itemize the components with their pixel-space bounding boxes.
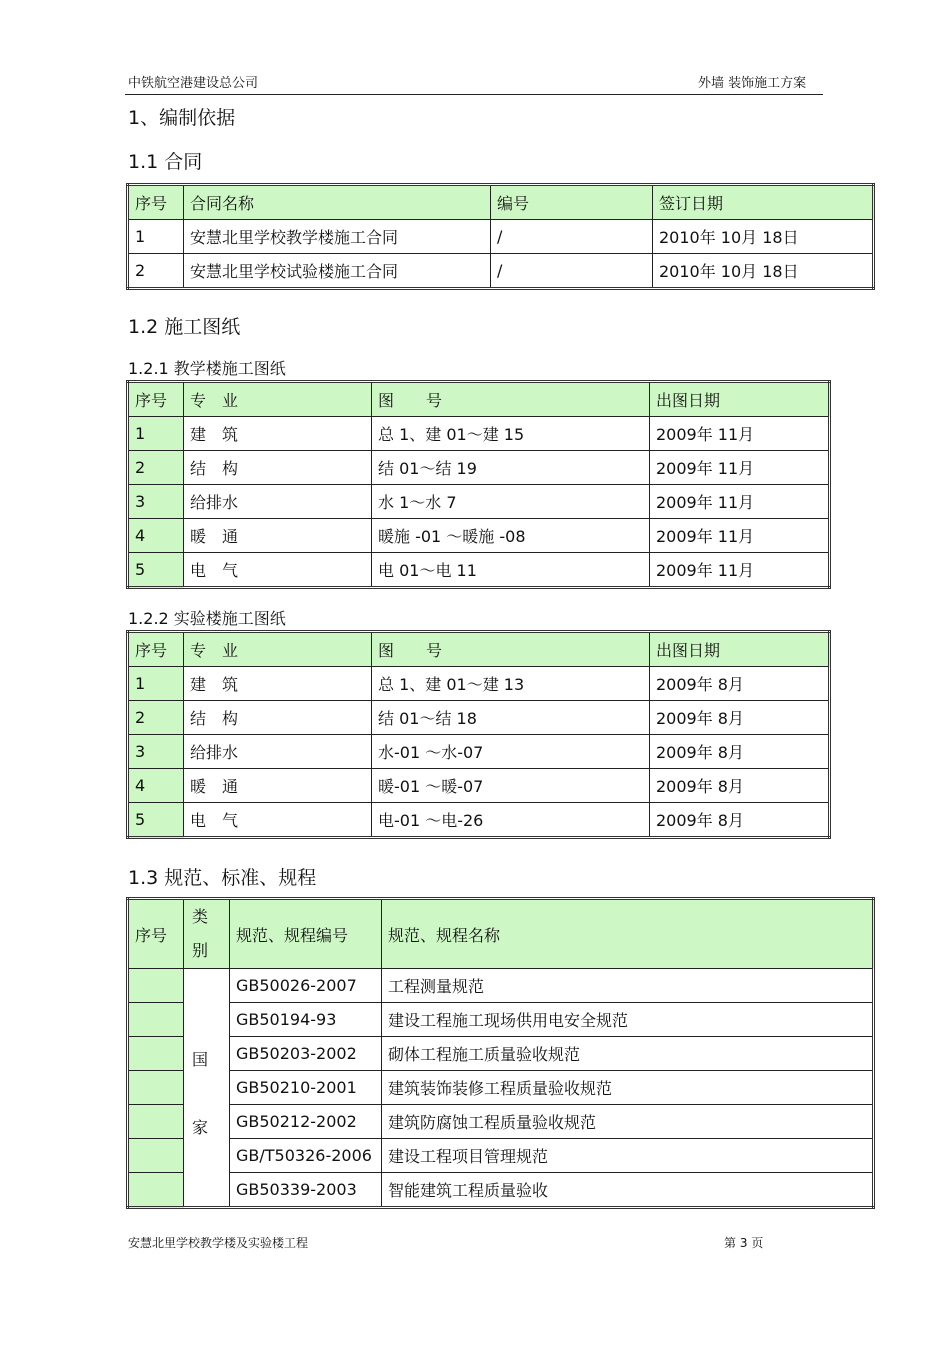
category-cell <box>184 969 230 1208</box>
cell <box>128 1173 184 1208</box>
cell: GB50212-2002 <box>230 1105 382 1139</box>
table-header-row <box>128 185 874 220</box>
cell: 建筑防腐蚀工程质量验收规范 <box>382 1105 874 1139</box>
cell: GB50210-2001 <box>230 1071 382 1105</box>
teaching-drawings-table <box>126 380 831 589</box>
cell: 结 构 <box>184 701 372 735</box>
cell: 暖-01 ～暖-07 <box>372 769 650 803</box>
cell: 结 01～结 19 <box>372 451 650 485</box>
cell: 电 01～电 11 <box>372 553 650 588</box>
cell: GB50203-2002 <box>230 1037 382 1071</box>
cell <box>128 1037 184 1071</box>
cell: 4 <box>128 519 184 553</box>
standards-title: 1.3 规范、标准、规程 <box>128 867 317 889</box>
cell: 4 <box>128 769 184 803</box>
lab-drawings-table <box>126 630 831 839</box>
cell <box>128 1139 184 1173</box>
table-header-row <box>128 899 874 969</box>
cell: 1 <box>128 417 184 451</box>
cell: 建筑装饰装修工程质量验收规范 <box>382 1071 874 1105</box>
cell: 2009年 8月 <box>650 667 830 701</box>
cell: 电 气 <box>184 553 372 588</box>
cell: 5 <box>128 553 184 588</box>
cell: 水 1～水 7 <box>372 485 650 519</box>
col-header: 专 业 <box>184 382 372 417</box>
col-header: 专 业 <box>184 632 372 667</box>
table-row <box>128 485 830 519</box>
cell: 2009年 11月 <box>650 553 830 588</box>
col-header: 序号 <box>128 382 184 417</box>
cell <box>128 969 184 1003</box>
col-header: 类别 <box>184 899 230 969</box>
cell: / <box>491 220 653 254</box>
cell: 5 <box>128 803 184 838</box>
table-row <box>128 254 874 289</box>
cell: 给排水 <box>184 735 372 769</box>
contract-title: 1.1 合同 <box>128 151 203 173</box>
cell: 2009年 8月 <box>650 769 830 803</box>
cell: 2009年 8月 <box>650 803 830 838</box>
table-row <box>128 1105 874 1139</box>
col-header: 签订日期 <box>653 185 874 220</box>
table-row <box>128 769 830 803</box>
col-header: 图 号 <box>372 632 650 667</box>
table-row <box>128 1071 874 1105</box>
table-row <box>128 417 830 451</box>
cell: GB50026-2007 <box>230 969 382 1003</box>
cell: 结 构 <box>184 451 372 485</box>
cell: 2009年 8月 <box>650 701 830 735</box>
cell: 水-01 ～水-07 <box>372 735 650 769</box>
standards-table <box>126 897 875 1209</box>
cell: 安慧北里学校教学楼施工合同 <box>184 220 491 254</box>
cell: 3 <box>128 485 184 519</box>
col-header: 编号 <box>491 185 653 220</box>
table-row <box>128 1139 874 1173</box>
cell: 暖 通 <box>184 769 372 803</box>
header-doc-title: 外墙 装饰施工方案 <box>698 76 807 91</box>
table-header-row <box>128 632 830 667</box>
cell: 暖 通 <box>184 519 372 553</box>
table-row <box>128 1037 874 1071</box>
table-row <box>128 1003 874 1037</box>
cell: 1 <box>128 667 184 701</box>
table-header-row <box>128 382 830 417</box>
cell: 2009年 8月 <box>650 735 830 769</box>
table-row <box>128 969 874 1003</box>
cell: 建 筑 <box>184 667 372 701</box>
cell: 3 <box>128 735 184 769</box>
table-row <box>128 451 830 485</box>
col-header: 序号 <box>128 632 184 667</box>
cell <box>128 1105 184 1139</box>
footer-page-number: 第 3 页 <box>724 1236 764 1250</box>
col-header: 合同名称 <box>184 185 491 220</box>
cell: 砌体工程施工质量验收规范 <box>382 1037 874 1071</box>
lab-drawings-title: 1.2.2 实验楼施工图纸 <box>128 609 286 628</box>
cell: GB/T50326-2006 <box>230 1139 382 1173</box>
header-divider <box>125 94 823 95</box>
cell: 2 <box>128 701 184 735</box>
table-row <box>128 667 830 701</box>
table-row <box>128 803 830 838</box>
cell: 建设工程项目管理规范 <box>382 1139 874 1173</box>
cell: 智能建筑工程质量验收 <box>382 1173 874 1208</box>
cell: 2009年 11月 <box>650 451 830 485</box>
cell: 建 筑 <box>184 417 372 451</box>
category-label: 国 <box>192 1050 209 1069</box>
cell <box>128 1003 184 1037</box>
table-row <box>128 701 830 735</box>
cell: 2 <box>128 451 184 485</box>
table-row <box>128 1173 874 1208</box>
cell: / <box>491 254 653 289</box>
footer-project: 安慧北里学校教学楼及实验楼工程 <box>128 1236 309 1250</box>
cell: 总 1、建 01～建 15 <box>372 417 650 451</box>
category-label: 家 <box>192 1118 209 1137</box>
cell: 1 <box>128 220 184 254</box>
col-header: 规范、规程编号 <box>230 899 382 969</box>
col-header: 出图日期 <box>650 382 830 417</box>
teaching-drawings-title: 1.2.1 教学楼施工图纸 <box>128 359 286 378</box>
col-header: 出图日期 <box>650 632 830 667</box>
cell: 工程测量规范 <box>382 969 874 1003</box>
cell <box>128 1071 184 1105</box>
cell: GB50194-93 <box>230 1003 382 1037</box>
drawings-title: 1.2 施工图纸 <box>128 316 241 338</box>
col-header: 图 号 <box>372 382 650 417</box>
col-header: 规范、规程名称 <box>382 899 874 969</box>
cell: 总 1、建 01～建 13 <box>372 667 650 701</box>
table-row <box>128 735 830 769</box>
section-title: 1、编制依据 <box>128 107 236 129</box>
cell: GB50339-2003 <box>230 1173 382 1208</box>
col-header: 序号 <box>128 899 184 969</box>
cell: 建设工程施工现场供用电安全规范 <box>382 1003 874 1037</box>
cell: 2009年 11月 <box>650 485 830 519</box>
cell: 安慧北里学校试验楼施工合同 <box>184 254 491 289</box>
cell: 2009年 11月 <box>650 519 830 553</box>
cell: 2010年 10月 18日 <box>653 220 874 254</box>
table-row <box>128 220 874 254</box>
cell: 电-01 ～电-26 <box>372 803 650 838</box>
cell: 暖施 -01 ～暖施 -08 <box>372 519 650 553</box>
cell: 结 01～结 18 <box>372 701 650 735</box>
header-company: 中铁航空港建设总公司 <box>128 76 259 91</box>
cell: 电 气 <box>184 803 372 838</box>
cell: 给排水 <box>184 485 372 519</box>
cell: 2009年 11月 <box>650 417 830 451</box>
cell: 2010年 10月 18日 <box>653 254 874 289</box>
cell: 2 <box>128 254 184 289</box>
contract-table <box>126 183 875 290</box>
col-header: 序号 <box>128 185 184 220</box>
table-row <box>128 553 830 588</box>
table-row <box>128 519 830 553</box>
